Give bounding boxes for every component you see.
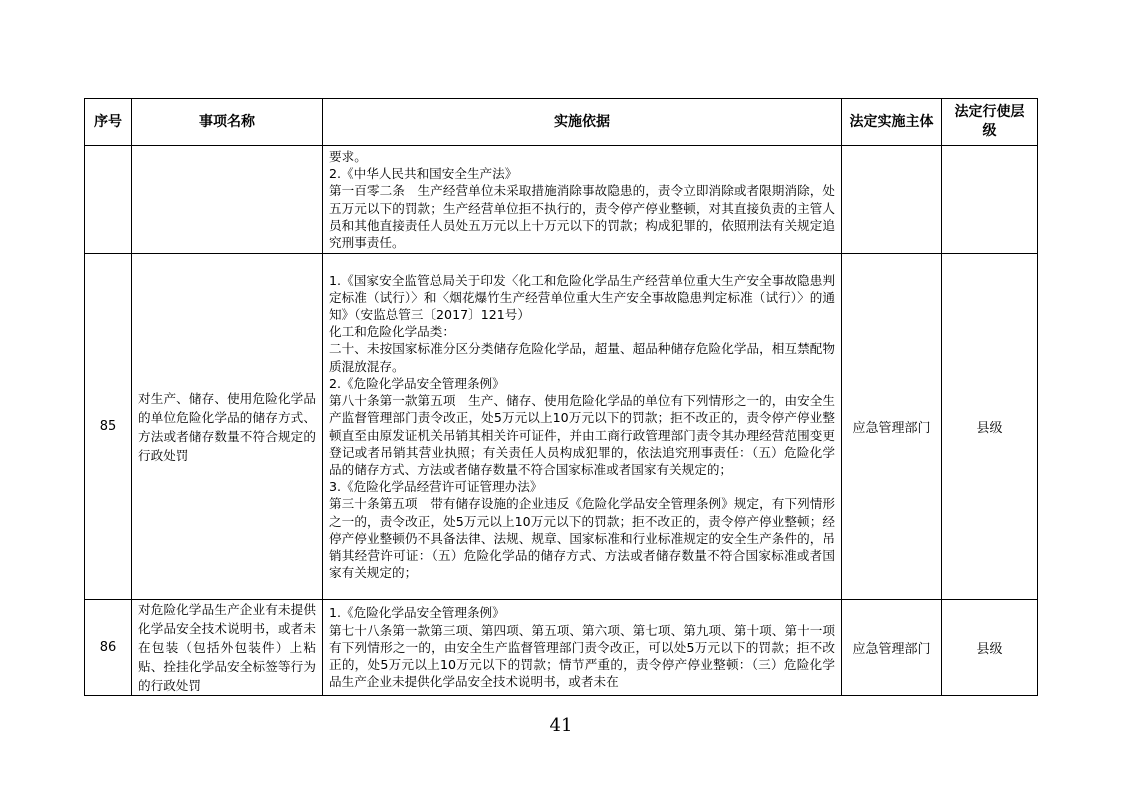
row-no [85,146,132,254]
page-number: 41 [549,715,573,736]
row-no: 85 [85,254,132,600]
row-body: 应急管理部门 [842,600,942,696]
basis-line: 2.《中华人民共和国安全生产法》 [329,166,518,182]
header-name: 事项名称 [132,99,323,146]
regulation-table [84,98,1038,696]
basis-line: 2.《危险化学品安全管理条例》 [329,375,505,391]
row-no: 86 [85,600,132,696]
basis-line: 3.《危险化学品经营许可证管理办法》 [329,479,543,495]
basis-line: 1.《危险化学品安全管理条例》 [329,605,505,621]
row-basis [323,146,842,254]
basis-line: 二十、未按国家标准分区分类储存危险化学品，超量、超品种储存危险化学品，相互禁配物质混放混存。 [329,341,835,374]
row-name: 对生产、储存、使用危险化学品的单位危险化学品的储存方式、方法或者储存数量不符合规定的行政处罚 [132,254,323,600]
header-body: 法定实施主体 [842,99,942,146]
basis-line: 要求。 [329,148,367,164]
row-body [842,146,942,254]
header-basis: 实施依据 [323,99,842,146]
basis-line: 化工和危险化学品类： [329,324,455,340]
row-name: 对危险化学品生产企业有未提供化学品安全技术说明书，或者未在包装（包括外包装件）上粘贴、拴挂化学品安全标签等行为的行政处罚 [132,600,323,696]
basis-line: 第一百零二条 生产经营单位未采取措施消除事故隐患的，责令立即消除或者限期消除，处五万元以下的罚款；生产经营单位拒不执行的，责令停产停业整顿，对其直接负责的主管人员和其他直接责任人员处五万元以上十万元以下的罚款；构成犯罪的，依照刑法有关规定追究刑事责任。 [329,183,835,250]
row-name [132,146,323,254]
basis-line: 第七十八条第一款第三项、第四项、第五项、第六项、第七项、第九项、第十项、第十一项 有下列情形之一的，由安全生产监督管理部门责令改正，可以处5万元以下的罚款；拒不改正的，处5万元以上10万元以下的罚款；情节严重的，责令停产停业整顿：（三）危险化学品生产企业未提供化学品安全技术说明书，或者未在 [329,622,848,690]
row-level: 县级 [942,254,1038,600]
basis-line: 第三十条第五项 带有储存设施的企业违反《危险化学品安全管理条例》规定，有下列情形之一的，责令改正，处5万元以上10万元以下的罚款；拒不改正的，责令停产停业整顿；经停产停业整顿仍不具备法律、法规、规章、国家标准和行业标准规定的安全生产条件的，吊销其经营许可证：（五）危险化学品的储存方式、方法或者储存数量不符合国家标准或者国家有关规定的； [329,496,835,581]
row-level [942,146,1038,254]
table-header-row [85,99,1038,146]
row-level: 县级 [942,600,1038,696]
basis-line: 第八十条第一款第五项 生产、储存、使用危险化学品的单位有下列情形之一的，由安全生产监督管理部门责令改正，处5万元以上10万元以下的罚款；拒不改正的，责令停产停业整顿直至由原发证机关吊销其相关许可证件，并由工商行政管理部门责令其办理经营范围变更登记或者吊销其营业执照；有关责任人员构成犯罪的，依法追究刑事责任：（五）危险化学品的储存方式、方法或者储存数量不符合国家标准或者国家有关规定的； [329,393,835,477]
basis-line: 1.《国家安全监管总局关于印发〈化工和危险化学品生产经营单位重大生产安全事故隐患判定标准（试行）〉和〈烟花爆竹生产经营单位重大生产安全事故隐患判定标准（试行）〉的通知》（安监总管三〔2017〕121号） [329,272,835,323]
row-basis [323,254,842,600]
table-row [85,254,1038,600]
header-no: 序号 [85,99,132,146]
table-row [85,600,1038,696]
row-body: 应急管理部门 [842,254,942,600]
header-level: 法定行使层级 [942,99,1038,146]
table-row [85,146,1038,254]
row-basis [323,600,848,696]
